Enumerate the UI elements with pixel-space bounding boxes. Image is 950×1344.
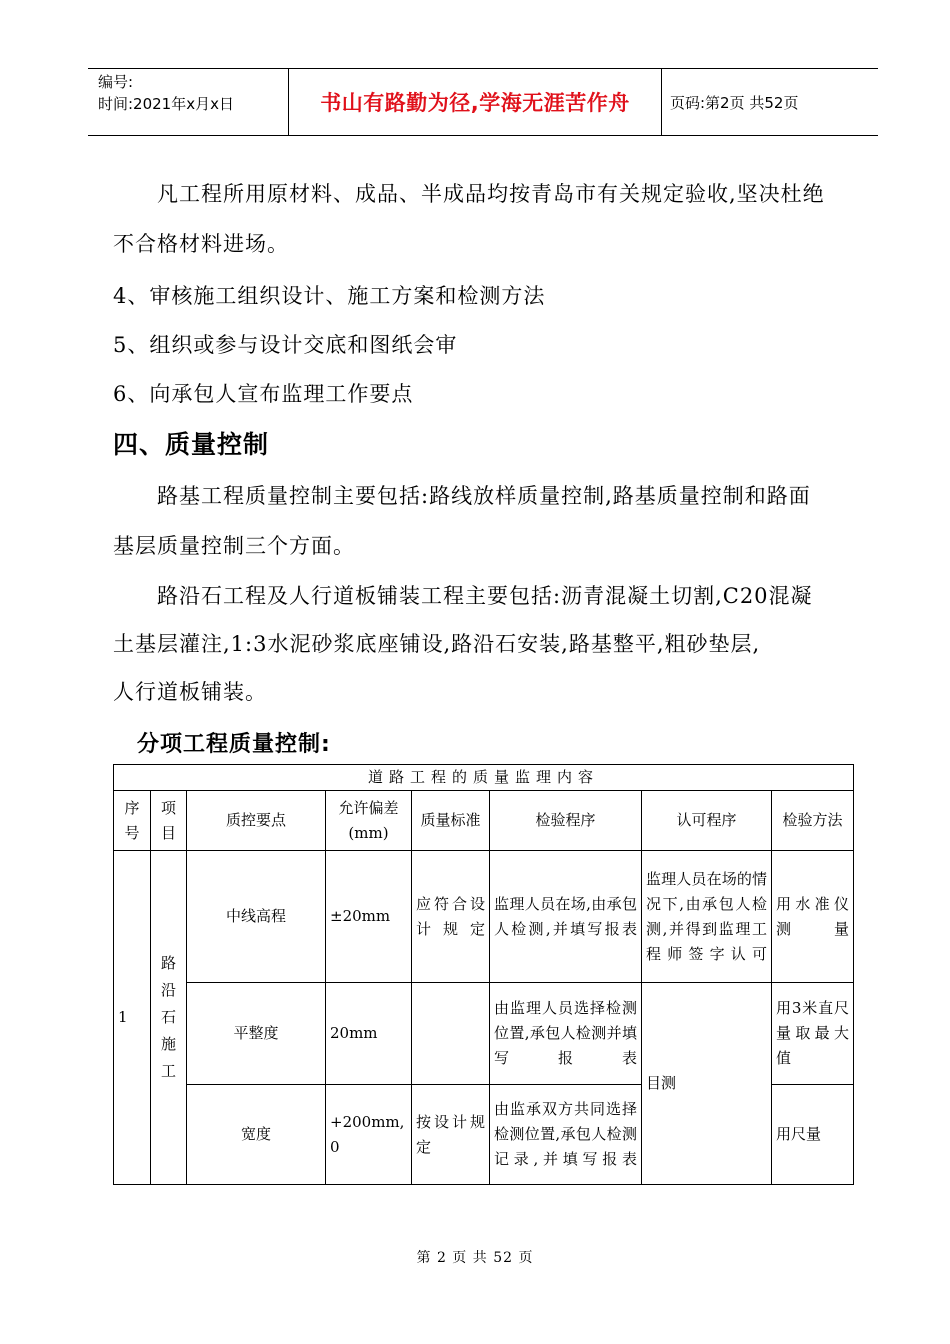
cell-point: 宽度 xyxy=(187,1085,326,1185)
header-meta xyxy=(88,69,288,135)
document-number-label: 编号: xyxy=(98,73,134,91)
table-header-row xyxy=(114,791,854,851)
table-title: 道路工程的质量监理内容 xyxy=(114,765,854,791)
cell-tolerance: ±20mm xyxy=(326,851,412,983)
table-row xyxy=(114,851,854,983)
cell-seq: 1 xyxy=(114,851,151,1185)
cell-point: 中线高程 xyxy=(187,851,326,983)
header-page-number: 页码:第2页 共52页 xyxy=(670,93,799,112)
cell-point: 平整度 xyxy=(187,983,326,1085)
paragraph-line: 凡工程所用原材料、成品、半成品均按青岛市有关规定验收,坚决杜绝 xyxy=(157,182,825,206)
cell-standard xyxy=(412,983,490,1085)
header-seq: 序号 xyxy=(114,791,151,851)
paragraph-line: 土基层灌注,1:3水泥砂浆底座铺设,路沿石安装,路基整平,粗砂垫层, xyxy=(113,632,761,656)
cell-tolerance: 20mm xyxy=(326,983,412,1085)
paragraph-line: 基层质量控制三个方面。 xyxy=(113,534,355,558)
table-row xyxy=(114,983,854,1085)
cell-method: 用尺量 xyxy=(772,1085,854,1185)
list-item: 5、组织或参与设计交底和图纸会审 xyxy=(113,333,458,357)
cell-procedure: 由监承双方共同选择检测位置,承包人检测记录,并填写报表 xyxy=(490,1085,642,1185)
cell-standard: 应符合设计规定 xyxy=(412,851,490,983)
list-item: 4、审核施工组织设计、施工方案和检测方法 xyxy=(113,284,546,308)
page-header xyxy=(88,68,878,136)
cell-procedure: 由监理人员选择检测位置,承包人检测并填写报表 xyxy=(490,983,642,1085)
paragraph-line: 不合格材料进场。 xyxy=(113,232,289,256)
header-approval: 认可程序 xyxy=(642,791,772,851)
cell-tolerance: +200mm,0 xyxy=(326,1085,412,1185)
page-footer: 第 2 页 共 52 页 xyxy=(416,1250,534,1266)
header-method: 检验方法 xyxy=(772,791,854,851)
subsection-heading: 分项工程质量控制: xyxy=(137,732,331,757)
header-point: 质控要点 xyxy=(187,791,326,851)
cell-approval: 监理人员在场的情况下,由承包人检测,并得到监理工程师签字认可 xyxy=(642,851,772,983)
quality-control-table xyxy=(113,764,854,1185)
cell-item: 路沿石施工 xyxy=(151,851,187,1185)
cell-approval-merged: 目测 xyxy=(642,983,772,1185)
paragraph-line: 人行道板铺装。 xyxy=(113,680,267,704)
section-heading: 四、质量控制 xyxy=(113,430,270,459)
header-procedure: 检验程序 xyxy=(490,791,642,851)
cell-method: 用3米直尺量取最大值 xyxy=(772,983,854,1085)
cell-standard: 按设计规定 xyxy=(412,1085,490,1185)
header-tolerance: 允许偏差(mm) xyxy=(326,791,412,851)
header-motto: 书山有路勤为径,学海无涯苦作舟 xyxy=(288,69,662,135)
list-item: 6、向承包人宣布监理工作要点 xyxy=(113,382,414,406)
cell-procedure: 监理人员在场,由承包人检测,并填写报表 xyxy=(490,851,642,983)
document-time-label: 时间:2021年x月x日 xyxy=(98,95,234,113)
paragraph-line: 路沿石工程及人行道板铺装工程主要包括:沥青混凝土切割,C20混凝 xyxy=(157,584,813,608)
header-standard: 质量标准 xyxy=(412,791,490,851)
paragraph-line: 路基工程质量控制主要包括:路线放样质量控制,路基质量控制和路面 xyxy=(157,484,811,508)
cell-method: 用水准仪测量 xyxy=(772,851,854,983)
header-item: 项目 xyxy=(151,791,187,851)
